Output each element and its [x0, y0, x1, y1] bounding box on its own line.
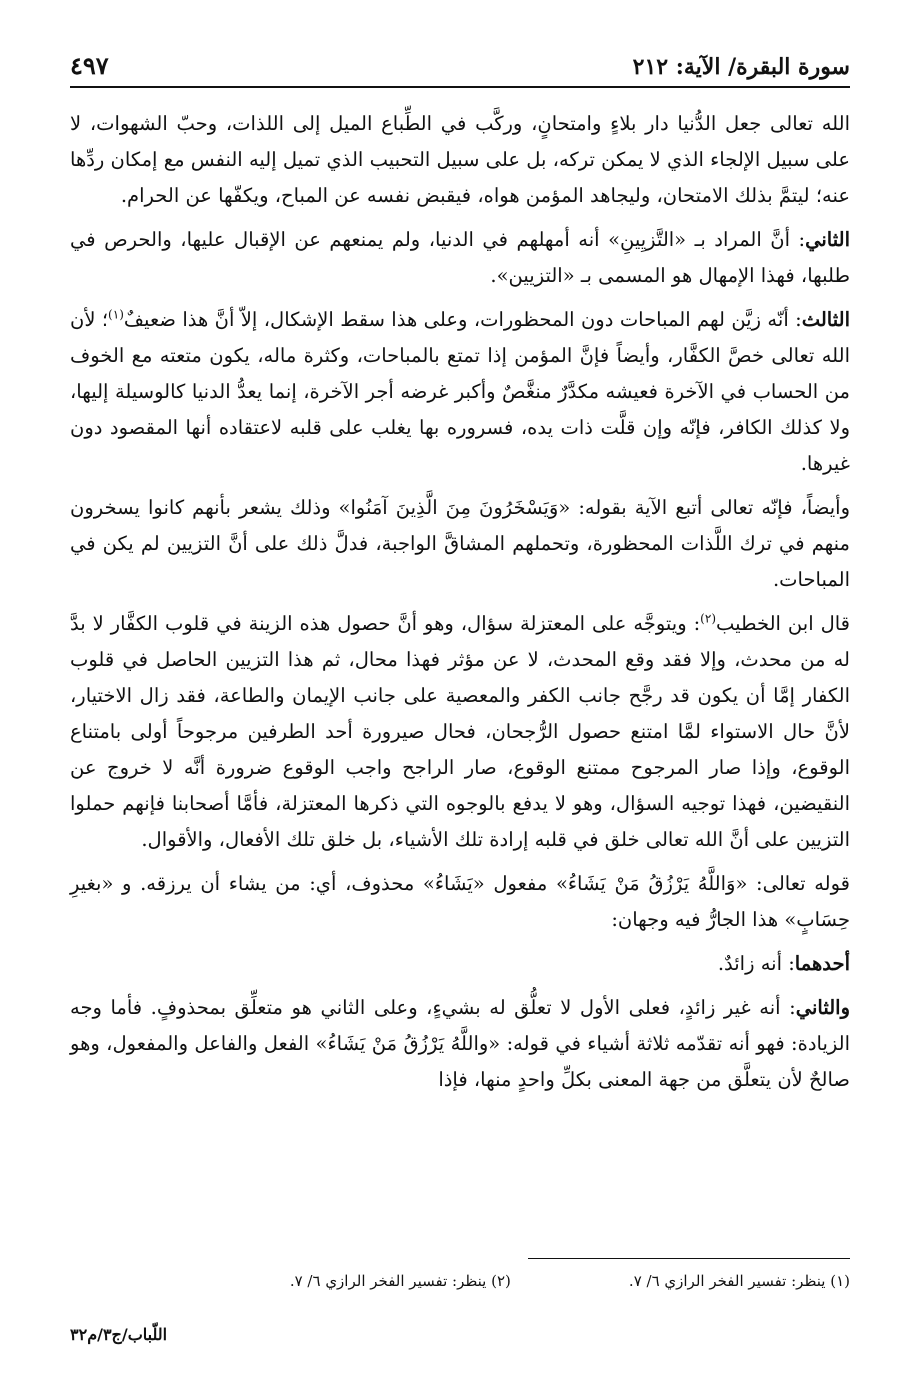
paragraph-1 [70, 106, 850, 214]
paragraph-lead: الثالث [801, 308, 850, 331]
paragraph-3 [70, 302, 850, 482]
paragraph-text: : أنه غير زائدٍ، فعلى الأول لا تعلُّق له بشيءٍ، وعلى الثاني هو متعلِّق بمحذوفٍ. فأما وجه الزيادة: فهو أنه تقدّمه ثلاثة أشياء في قوله: «واللَّهُ يَرْزُقُ مَنْ يَشَاءُ» الفعل والفاعل والمفعول، وهو صالحٌ لأن يتعلَّق من جهة المعنى بكلِّ واحدٍ منها، فإذا [70, 996, 850, 1091]
footnote-2: (٢) ينظر: تفسير الفخر الرازي ٦/ ٧. [289, 1272, 511, 1290]
header-title: سورة البقرة/ الآية: ٢١٢ [632, 54, 850, 80]
paragraph-lead: أحدهما [794, 952, 850, 975]
paragraph-4 [70, 490, 850, 598]
paragraph-2 [70, 222, 850, 294]
paragraph-text-continued: : ويتوجَّه على المعتزلة سؤال، وهو أنَّ حصول هذه الزينة في قلوب الكفَّار لا بدَّ له من محدث، وإلا فقد وقع المحدث، لا عن مؤثر فهذا محال، ثم هذا التزيين الحاصل في قلوب الكفار إمَّا أن يكون قد رجَّح جانب الكفر والمعصية على جانب الإيمان والطاعة، فقد زال الاختيار، لأنَّ حال الاستواء لمَّا امتنع حصول الرُّجحان، فحال صيرورة أحد الطرفين مرجوحاً أولى بامتناع الوقوع، وإذا صار المرجوح ممتنع الوقوع، صار الراجح واجب الوقوع ضرورة أنَّه لا خروج عن النقيضين، فهذا توجيه السؤال، وهو لا يدفع بالوجوه التي ذكرها المعتزلة، فأمَّا أصحابنا فإنهم حملوا التزيين على أنَّ الله تعالى خلق في قلبه إرادة تلك الأشياء، بل خلق تلك الأفعال، والأقوال. [70, 612, 850, 851]
footnote-1: (١) ينظر: تفسير الفخر الرازي ٦/ ٧. [628, 1272, 850, 1290]
running-header [70, 40, 850, 88]
paragraph-8 [70, 990, 850, 1098]
paragraph-text: وأيضاً، فإنّه تعالى أتبع الآية بقوله: «وَيَسْخَرُونَ مِنَ الَّذِينَ آمَنُوا» وذلك يشعر بأنهم كانوا يسخرون منهم في ترك اللَّذات المحظورة، وتحملهم المشاقَّ الواجبة، فدلَّ ذلك على أنَّ التزيين لم يكن في المباحات. [70, 496, 850, 591]
footnote-marker-1: (١) [108, 307, 124, 322]
paragraph-text: : أنّه زيَّن لهم المباحات دون المحظورات، وعلى هذا سقط الإشكال، إلاّ أنَّ هذا ضعيفٌ [123, 308, 802, 331]
paragraph-lead: الثاني [805, 228, 850, 251]
paragraph-text: : أنَّ المراد بـ «التَّزيِينِ» أنه أمهلهم في الدنيا، ولم يمنعهم عن الإقبال عليها، والحرص في طلبها، فهذا الإمهال هو المسمى بـ «التزيين». [70, 228, 850, 287]
paragraph-7 [70, 946, 850, 982]
paragraph-5 [70, 606, 850, 858]
paragraph-text: قال ابن الخطيب [716, 612, 850, 635]
paragraph-text: قوله تعالى: «وَاللَّهُ يَرْزُقُ مَنْ يَشَاءُ» مفعول «يَشَاءُ» محذوف، أي: من يشاء أن يرزقه. و «بغيرِ حِسَابٍ» هذا الجارُّ فيه وجهان: [70, 872, 850, 931]
body-text [70, 106, 850, 1098]
footnote-marker-2: (٢) [700, 611, 716, 626]
page [70, 40, 850, 1350]
paragraph-text: الله تعالى جعل الدُّنيا دار بلاءٍ وامتحانٍ، وركَّب في الطِّباع الميل إلى اللذات، وحبّ الشهوات، لا على سبيل الإلجاء الذي لا يمكن تركه، بل على سبيل التحبيب الذي تميل إليه النفس مع إمكان ردِّها عنه؛ ليتمَّ بذلك الامتحان، وليجاهد المؤمن هواه، فيقبض نفسه عن المباح، ويكفّها عن الحرام. [70, 112, 850, 207]
paragraph-text: : أنه زائدٌ. [717, 952, 795, 975]
signature-mark: اللّباب/ج٣/م٣٢ [70, 1325, 168, 1344]
footnote-divider [528, 1258, 850, 1259]
page-number: ٤٩٧ [70, 51, 109, 80]
paragraph-text-continued: ؛ لأن الله تعالى خصَّ الكفَّار، وأيضاً فإنَّ المؤمن إذا تمتع بالمباحات، وكثرة ماله، يكون متعته مع الخوف من الحساب في الآخرة فعيشه مكدَّرٌ منغَّصٌ وأكبر غرضه أجر الآخرة، إنما يعدُّ الدنيا كالوسيلة إليها، ولا كذلك الكافر، فإنّه وإن قلَّت ذات يده، فسروره بها يغلب على قلبه لاعتقاده أنها المقصود دون غيرها. [70, 308, 850, 475]
paragraph-6 [70, 866, 850, 938]
paragraph-lead: والثاني [795, 996, 850, 1019]
footnotes [70, 1272, 850, 1290]
